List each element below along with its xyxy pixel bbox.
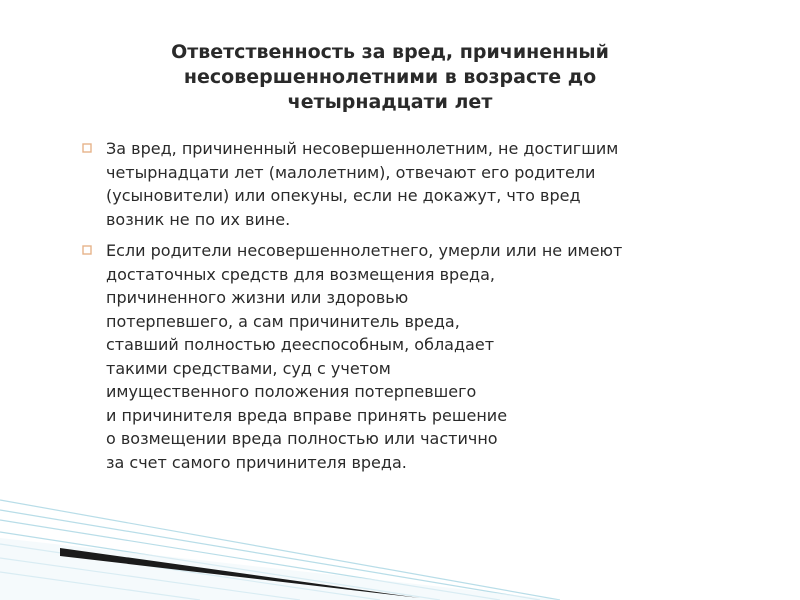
title-line: четырнадцати лет	[287, 91, 493, 113]
bullet-line: возник не по их вине.	[106, 209, 291, 229]
bullet-line: за счет самого причинителя вреда.	[106, 452, 407, 472]
bullet-line: такими средствами, суд с учетом	[106, 358, 391, 378]
bullet-line: ставший полностью дееспособным, обладает	[106, 335, 495, 354]
bullet-line: достаточных средств для возмещения вреда,	[106, 264, 495, 284]
bullet-line: (усыновители) или опекуны, если не докажут, что вред	[106, 186, 581, 205]
bullet-line: о возмещении вреда полностью или частично	[106, 429, 498, 448]
bullet-line: четырнадцати лет (малолетним), отвечают его родители	[106, 162, 596, 182]
bullet-line: За вред, причиненный несовершеннолетним, не достигшим	[106, 139, 619, 158]
bullet-line: потерпевшего, а сам причинитель вреда,	[106, 311, 460, 331]
slide-title	[100, 40, 680, 115]
bullet-item	[82, 239, 722, 474]
bullet-marker-icon	[82, 245, 92, 255]
bullet-line: и причинителя вреда вправе принять решение	[106, 405, 508, 425]
corner-decoration	[0, 480, 560, 600]
title-line: несовершеннолетними в возрасте до	[183, 66, 597, 88]
bullet-line: причиненного жизни или здоровью	[106, 288, 409, 307]
bullet-item	[82, 137, 722, 231]
bullet-list	[82, 137, 722, 474]
bullet-line: имущественного положения потерпевшего	[106, 382, 477, 401]
bullet-line: Если родители несовершеннолетнего, умерли или не имеют	[106, 241, 623, 260]
title-line: Ответственность за вред, причиненный	[171, 41, 609, 63]
bullet-marker-icon	[82, 143, 92, 153]
